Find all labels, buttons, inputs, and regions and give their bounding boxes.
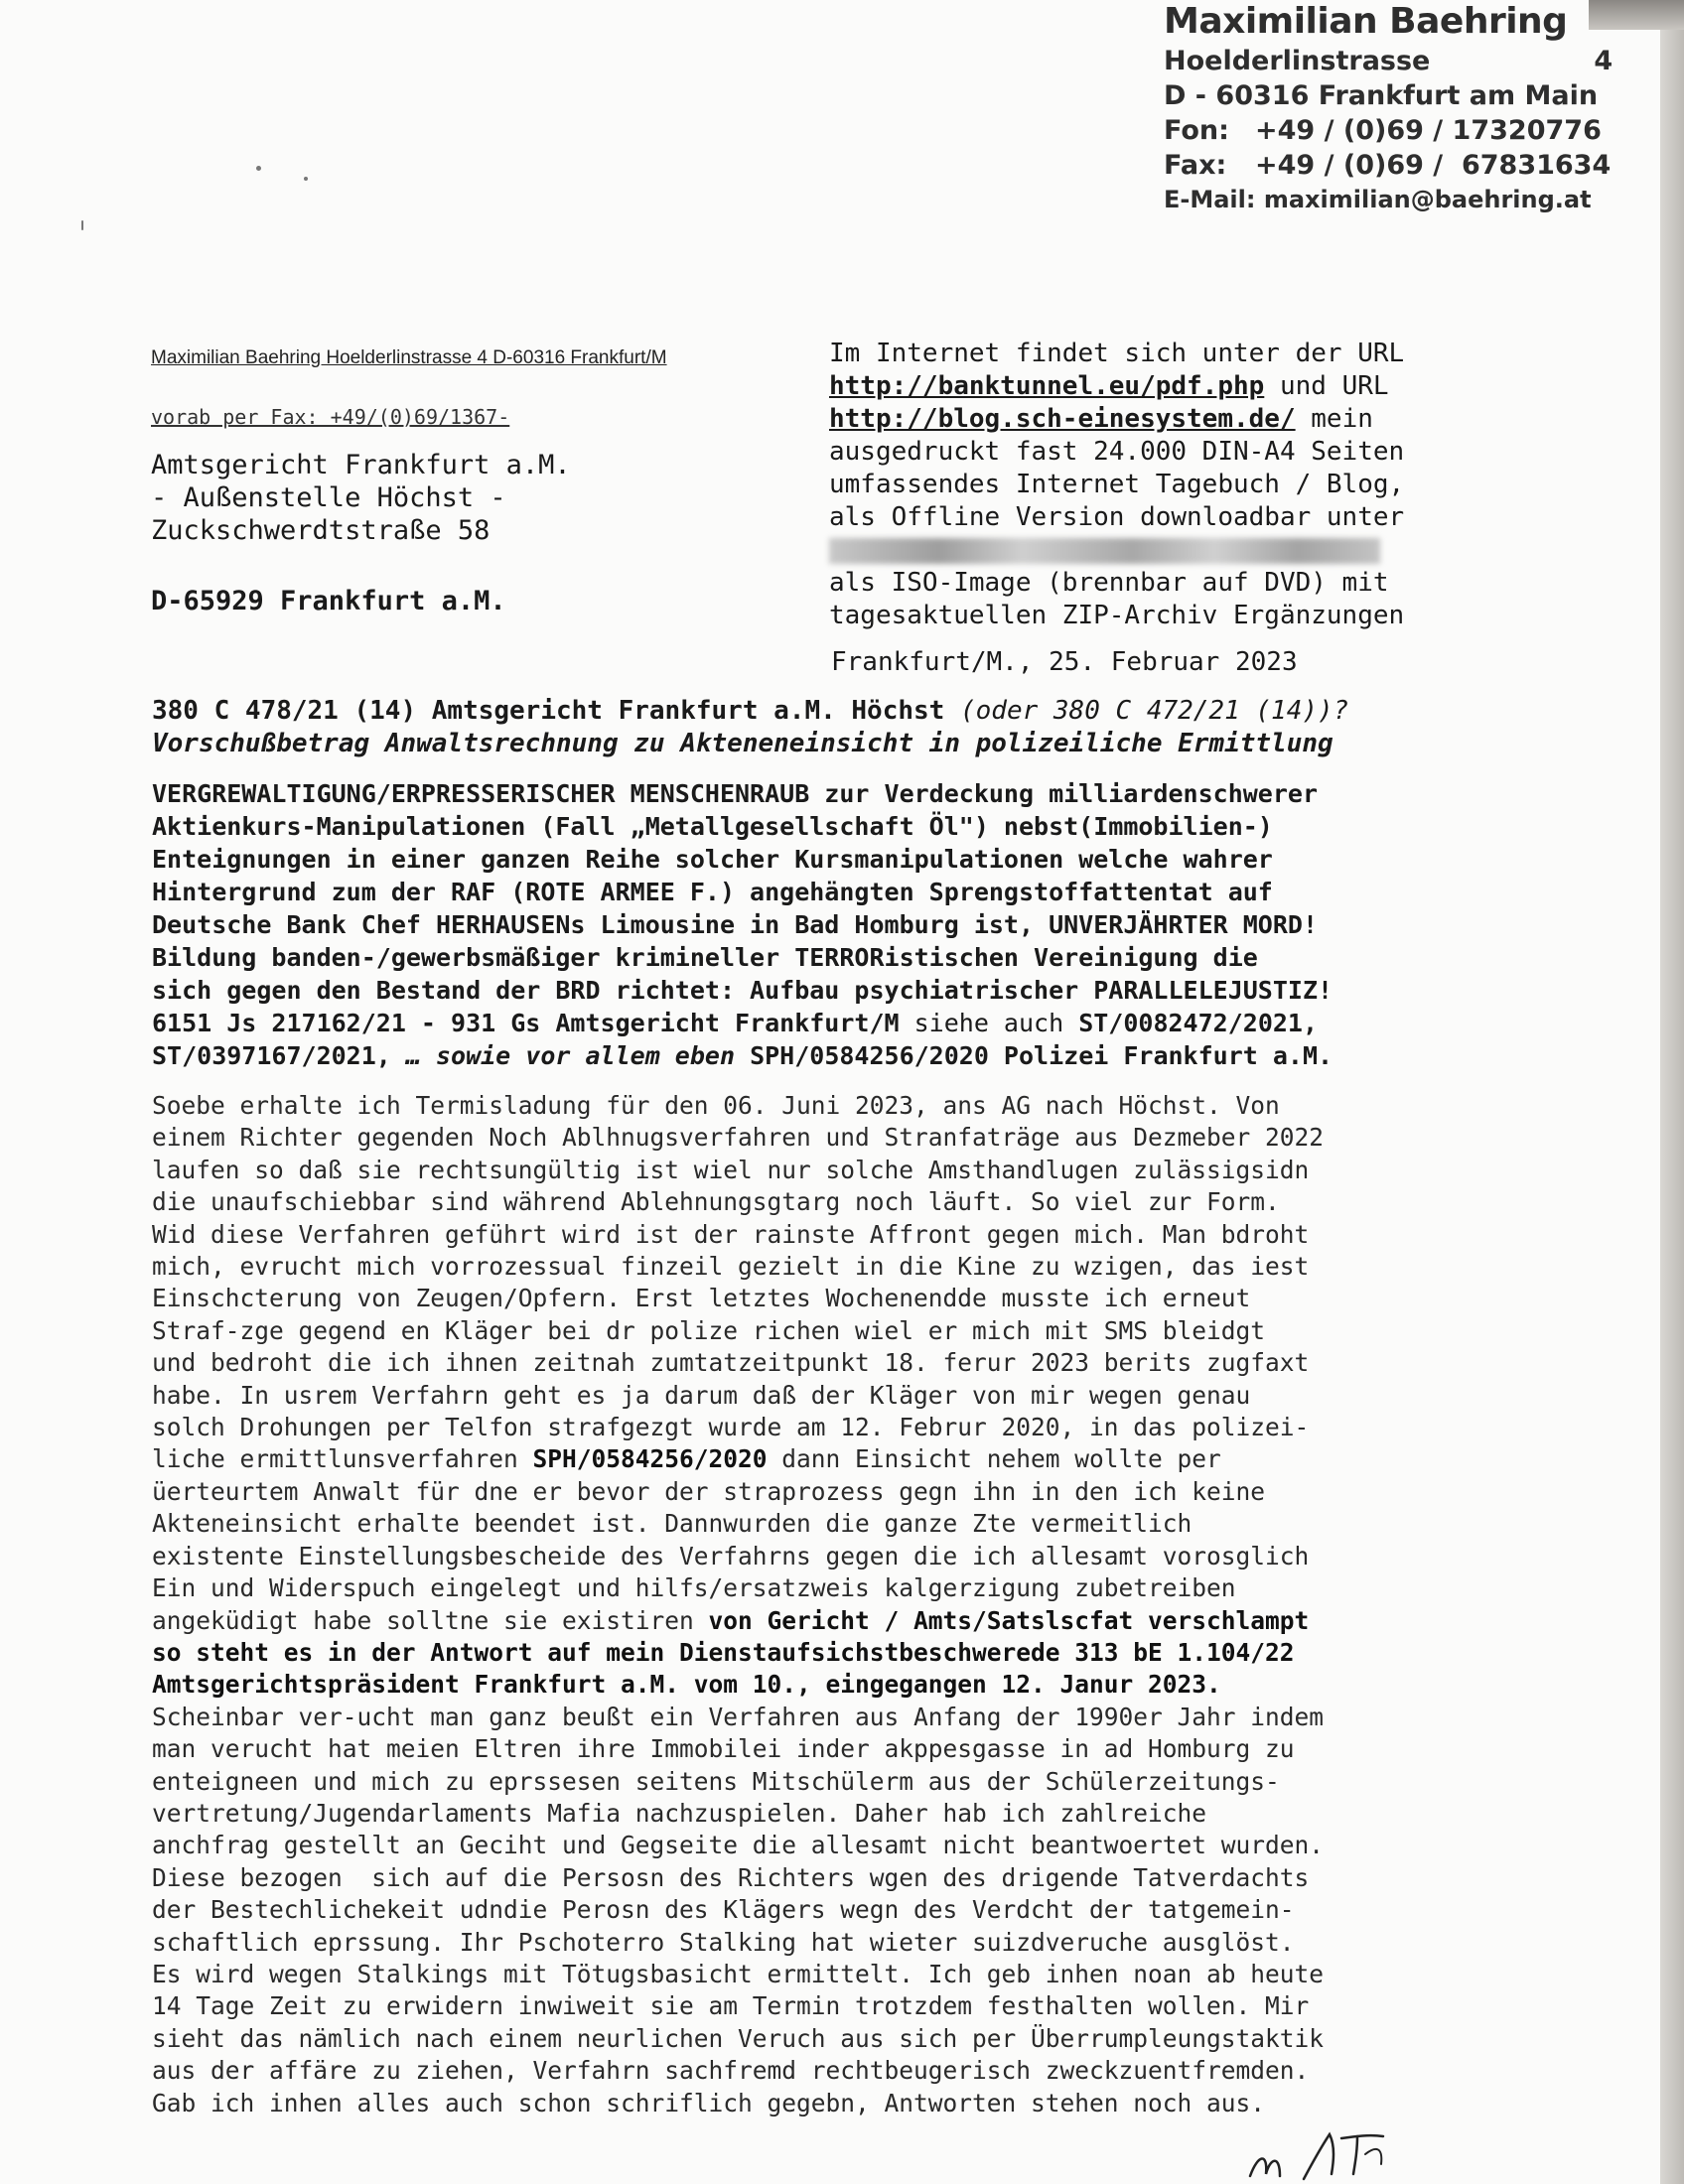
scan-speck [256, 166, 261, 171]
subject-line-2: Aktienkurs-Manipulationen (Fall „Metallgesellschaft Öl") nebst(Immobilien-) [152, 812, 1273, 841]
body-line-18: so steht es in der Antwort auf mein Dienstaufsichstbeschwerede 313 bE 1.104/22 [152, 1637, 1295, 1667]
body-line: sieht das nämlich nach einem neurlichen Veruch aus sich per Überrumpleungstaktik [152, 2023, 1325, 2053]
body-line [152, 1637, 1324, 1669]
body-line: 14 Tage Zeit zu erwidern inwiweit sie am Termin trotzdem festhalten wollen. Mir [152, 1991, 1310, 2021]
body-line-17b: von Gericht / Amts/Satslscfat verschlampt [708, 1605, 1310, 1635]
reference-case-line [152, 695, 1348, 728]
fax-number: +49 / (0)69 / 67831634 [1255, 150, 1612, 181]
body-line: und bedroht die ich ihnen zeitnah zumtatzeitpunkt 18. ferur 2023 berits zugfaxt [152, 1348, 1310, 1378]
recipient-address [151, 449, 571, 547]
body-line: Wid diese Verfahren geführt wird ist der rainste Affront gegen mich. Man bdroht [152, 1219, 1310, 1249]
body-line: anchfrag gestellt an Geciht und Gegseite die allesamt nicht beantwoertet wurden. [152, 1831, 1325, 1860]
advance-fax-line: vorab per Fax: +49/(0)69/1367- [151, 405, 510, 429]
internet-line-3-suffix: mein [1295, 404, 1373, 434]
letter-date: Frankfurt/M., 25. Februar 2023 [831, 647, 1298, 677]
body-line: Einschcterung von Zeugen/Opfern. Erst letztes Wochenendde musste ich erneut [152, 1284, 1251, 1313]
reference-topic-text: Vorschußbetrag Anwaltsrechnung zu Akteneneinsicht in polizeiliche Ermittlung [152, 729, 1333, 758]
subject-line-1: VERGREWALTIGUNG/ERPRESSERISCHER MENSCHENRAUB zur Verdeckung milliardenschwerer [152, 779, 1318, 808]
url-blog[interactable]: http://blog.sch-einesystem.de/ [829, 404, 1296, 434]
redacted-url [829, 538, 1380, 564]
reference-case-alt: (oder 380 C 472/21 (14))? [944, 696, 1349, 726]
subject-line-9 [152, 1039, 1333, 1072]
recipient-line-2: - Außenstelle Höchst - [151, 482, 506, 513]
subject-line-8c: ST/0082472/2021, [1078, 1009, 1319, 1037]
internet-line-7 [829, 534, 1623, 567]
phone-label: Fon: [1164, 115, 1229, 146]
letter-body [152, 1090, 1324, 2119]
body-line: laufen so daß sie rechtsungültig ist wiel nur solche Amsthandlugen zulässigsidn [152, 1155, 1310, 1184]
subject-line-9c: SPH/0584256/2020 Polizei Frankfurt a.M. [750, 1041, 1333, 1070]
subject-line-9a: ST/0397167/2021, [152, 1041, 391, 1070]
body-line: mich, evrucht mich vorrozessual finzeil gezielt in die Kine zu wzigen, das iest [152, 1252, 1310, 1282]
recipient-line-1: Amtsgericht Frankfurt a.M. [151, 450, 571, 480]
subject-block [152, 777, 1333, 1072]
letterhead-email: E-Mail: maximilian@baehring.at [1164, 186, 1592, 213]
body-line: Scheinbar ver-ucht man ganz beußt ein Verfahren aus Anfang der 1990er Jahr indem [152, 1702, 1325, 1731]
body-line: enteigneen und mich zu eprssesen seitens Mitschülerm aus der Schülerzeitungs- [152, 1766, 1280, 1796]
body-line: habe. In usrem Verfahrn geht es ja darum daß der Kläger von mir wegen genau [152, 1380, 1251, 1410]
body-line [152, 1669, 1324, 1701]
url-banktunnel[interactable]: http://banktunnel.eu/pdf.php [829, 371, 1265, 401]
body-line: üerteurtem Anwalt für dne er bevor der straprozess gegn ihn in den ich keine [152, 1476, 1266, 1506]
body-line: aus der affäre zu ziehen, Verfahrn sachfremd rechtbeugerisch zweckzuentfremden. [152, 2056, 1310, 2086]
internet-line-2 [829, 370, 1623, 403]
internet-line-9: tagesaktuellen ZIP-Archiv Ergänzungen [829, 601, 1405, 630]
subject-line-8b: siehe auch [899, 1009, 1079, 1037]
body-line: schaftlich eprssung. Ihr Pschoterro Stalking hat wieter suizdveruche ausglöst. [152, 1927, 1295, 1957]
internet-line-2-suffix: und URL [1264, 371, 1389, 401]
internet-line-8: als ISO-Image (brennbar auf DVD) mit [829, 568, 1389, 598]
letterhead-phone-line [1164, 113, 1613, 148]
recipient-city: D-65929 Frankfurt a.M. [151, 586, 506, 616]
subject-line-3: Enteignungen in einer ganzen Reihe solcher Kursmanipulationen welche wahrer [152, 845, 1273, 874]
subject-line-8 [152, 1007, 1333, 1039]
reference-block [152, 695, 1348, 760]
body-line: Ein und Widerspuch eingelegt und hilfs/ersatzweis kalgerzigung zubetreiben [152, 1573, 1236, 1603]
letterhead-name: Maximilian Baehring [1164, 1, 1568, 42]
recipient-line-3: Zuckschwerdtstraße 58 [151, 515, 491, 546]
body-line-12a: liche ermittlunsverfahren [152, 1444, 533, 1474]
internet-line-6: als Offline Version downloadbar unter [829, 502, 1405, 532]
internet-line-3 [829, 403, 1623, 436]
body-line: Straf-zge gegend en Kläger bei dr polize richen wiel er mich mit SMS bleidgt [152, 1315, 1266, 1345]
page-edge [1660, 0, 1684, 2184]
scan-speck [81, 220, 83, 230]
fax-label: Fax: [1164, 150, 1227, 181]
body-line: einem Richter gegenden Noch Ablhnugsverfahren und Stranfaträge aus Dezmeber 2022 [152, 1123, 1325, 1153]
internet-notice [829, 338, 1623, 632]
letterhead-house-no: 4 [1594, 46, 1614, 76]
letterhead [1164, 0, 1613, 216]
subject-line-8a: 6151 Js 217162/21 - 931 Gs Amtsgericht Frankfurt/M [152, 1009, 900, 1037]
case-number-sph: SPH/0584256/2020 [532, 1444, 768, 1474]
body-line-19: Amtsgerichtspräsident Frankfurt a.M. vom 10., eingegangen 12. Janur 2023. [152, 1670, 1221, 1700]
body-line: die unaufschiebbar sind während Ablehnungsgtarg noch läuft. So viel zur Form. [152, 1187, 1280, 1217]
subject-line-4: Hintergrund zum der RAF (ROTE ARMEE F.) angehängten Sprengstoffattentat auf [152, 878, 1273, 906]
subject-line-5: Deutsche Bank Chef HERHAUSENs Limousine in Bad Homburg ist, UNVERJÄHRTER MORD! [152, 910, 1318, 939]
letterhead-street-line [1164, 44, 1613, 78]
internet-line-5: umfassendes Internet Tagebuch / Blog, [829, 470, 1405, 499]
body-line: der Bestechlichekeit udndie Perosn des Klägers wegn des Verdcht der tatgemein- [152, 1895, 1295, 1925]
reference-case: 380 C 478/21 (14) Amtsgericht Frankfurt a.M. Höchst [152, 696, 945, 726]
body-line-17a: angeküdigt habe solltne sie existiren [152, 1605, 709, 1635]
body-line: solch Drohungen per Telfon strafgezgt wurde am 12. Februr 2020, in das polizei- [152, 1413, 1310, 1442]
scan-speck [304, 177, 308, 181]
handwritten-signature [1246, 2124, 1445, 2184]
body-line: existente Einstellungsbescheide des Verfahrns gegen die ich allesamt vorosglich [152, 1541, 1310, 1570]
subject-line-6: Bildung banden-/gewerbsmäßiger krimineller TERRORistischen Vereinigung die [152, 943, 1258, 972]
reference-topic [152, 728, 1348, 760]
body-line: Akteneinsicht erhalte beendet ist. Dannwurden die ganze Zte vermeitlich [152, 1509, 1193, 1539]
body-line: man verucht hat meien Eltren ihre Immobilei inder akppesgasse in ad Homburg zu [152, 1734, 1295, 1764]
phone-number: +49 / (0)69 / 17320776 [1255, 115, 1602, 146]
subject-line-9b: … sowie vor allem eben [390, 1041, 751, 1070]
letterhead-fax-line [1164, 148, 1613, 183]
subject-line-7: sich gegen den Bestand der BRD richtet: Aufbau psychiatrischer PARALLELEJUSTIZ! [152, 976, 1333, 1005]
body-line [152, 1443, 1324, 1475]
body-line: Diese bezogen sich auf die Persosn des Richters wgen des drigende Tatverdachts [152, 1862, 1310, 1892]
body-line: vertretung/Jugendarlaments Mafia nachzuspielen. Daher hab ich zahlreiche [152, 1798, 1207, 1828]
sender-return-line: Maximilian Baehring Hoelderlinstrasse 4 D-60316 Frankfurt/M [151, 347, 667, 368]
body-line [152, 1605, 1324, 1637]
letterhead-city: D - 60316 Frankfurt am Main [1164, 80, 1599, 111]
letterhead-street: Hoelderlinstrasse [1164, 46, 1431, 76]
body-line: Es wird wegen Stalkings mit Tötugsbasicht ermittelt. Ich geb inhen noan ab heute [152, 1959, 1325, 1988]
body-line-12c: dann Einsicht nehem wollte per [767, 1444, 1221, 1474]
internet-line-4: ausgedruckt fast 24.000 DIN-A4 Seiten [829, 437, 1405, 467]
body-line: Gab ich inhen alles auch schon schriflich gegebn, Antworten stehen noch aus. [152, 2088, 1266, 2117]
body-line: Soebe erhalte ich Termisladung für den 06. Juni 2023, ans AG nach Höchst. Von [152, 1091, 1280, 1120]
internet-line-1: Im Internet findet sich unter der URL [829, 339, 1405, 368]
